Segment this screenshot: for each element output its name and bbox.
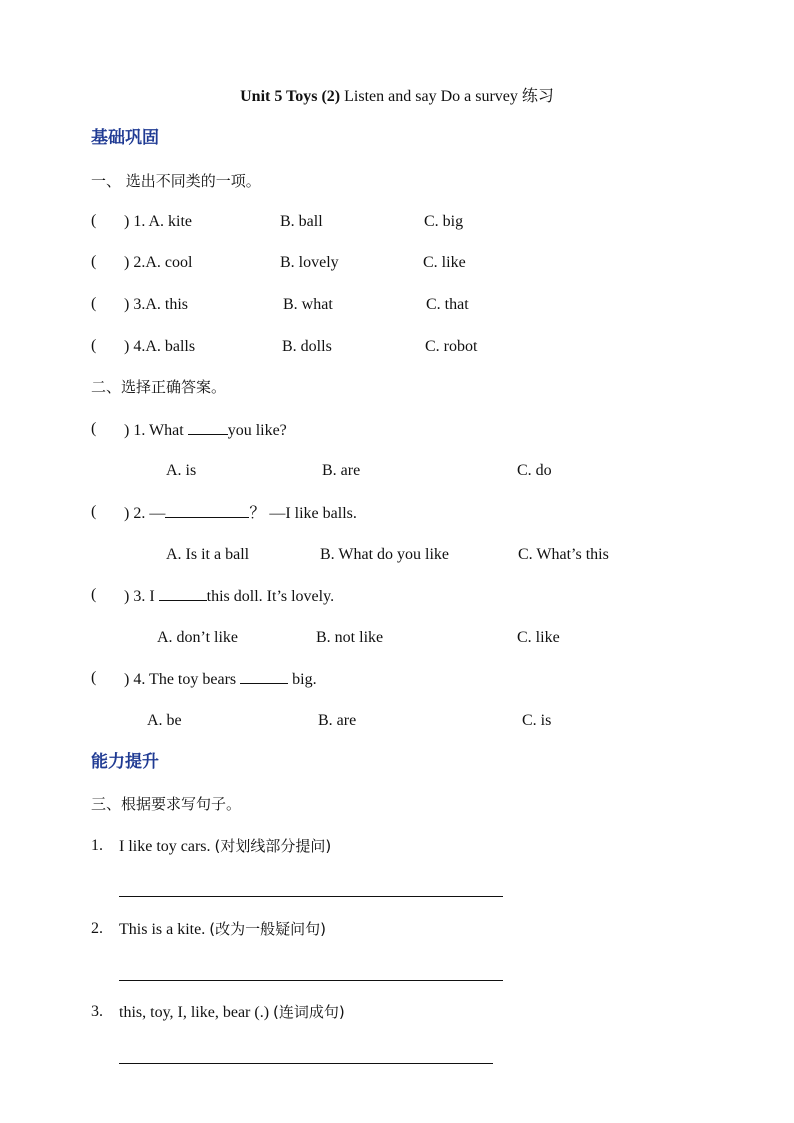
question-post: big. [288,671,317,688]
option-c: C. What’s this [518,546,609,563]
option-c: C. like [517,629,560,646]
sentence-text: I like toy cars. [119,838,215,855]
item-option-b: B. what [283,296,333,313]
title-unit: Unit 5 Toys (2) [240,88,341,105]
answer-paren[interactable]: ( [91,295,97,312]
answer-paren[interactable]: ( [91,337,97,354]
question-text [124,669,317,690]
page-title [0,87,794,107]
option-a: A. be [147,712,182,729]
part3-heading: 三、根据要求写句子。 [91,795,242,813]
answer-line[interactable] [119,896,503,897]
sentence-text: this, toy, I, like, bear (.) [119,1004,274,1021]
option-b: B. are [318,712,357,729]
option-a: A. is [166,462,197,479]
item-number: 2. [91,920,103,937]
section-advanced-heading: 能力提升 [91,752,159,772]
answer-paren[interactable]: ( [91,503,97,520]
option-c: C. is [522,712,552,729]
item-option-a: ) 4.A. balls [124,338,196,355]
answer-line[interactable] [119,1063,493,1064]
item-option-a: ) 2.A. cool [124,254,193,271]
item-option-c: C. that [426,296,469,313]
answer-paren[interactable]: ( [91,253,97,270]
title-rest: Listen and say Do a survey 练习 [340,88,554,105]
fill-blank[interactable] [240,669,288,684]
answer-paren[interactable]: ( [91,420,97,437]
question-post: you like? [227,422,287,439]
option-a: A. Is it a ball [166,546,250,563]
option-b: B. are [322,462,361,479]
part2-heading: 二、选择正确答案。 [91,378,227,396]
question-text [124,586,334,607]
answer-line[interactable] [119,980,503,981]
option-c: C. do [517,462,552,479]
option-b: B. not like [316,629,384,646]
question-post: this doll. It’s lovely. [206,588,335,605]
section-basic-heading: 基础巩固 [91,128,159,148]
question-pre: ) 2. — [124,505,166,522]
item-number: 3. [91,1003,103,1020]
item-sentence [119,836,331,857]
question-text [124,420,287,441]
answer-paren[interactable]: ( [91,669,97,686]
instruction-note: (连词成句) [273,1003,345,1021]
part1-heading: 一、 选出不同类的一项。 [91,172,261,190]
option-a: A. don’t like [157,629,239,646]
question-pre: ) 1. What [124,422,188,439]
item-option-b: B. dolls [282,338,332,355]
item-number: 1. [91,837,103,854]
item-option-c: C. like [423,254,466,271]
item-sentence [119,1002,345,1023]
instruction-note: (改为一般疑问句) [209,920,326,938]
item-option-c: C. big [424,213,464,230]
item-option-a: ) 1. A. kite [124,213,192,230]
item-option-b: B. lovely [280,254,339,271]
item-option-b: B. ball [280,213,323,230]
sentence-text: This is a kite. [119,921,210,938]
option-b: B. What do you like [320,546,450,563]
question-post: ？ —I like balls. [249,505,357,522]
fill-blank[interactable] [159,586,207,601]
instruction-note: (对划线部分提问) [214,837,332,855]
fill-blank[interactable] [188,420,228,435]
question-pre: ) 3. I [124,588,159,605]
question-text [124,503,357,524]
question-pre: ) 4. The toy bears [124,671,241,688]
fill-blank[interactable] [165,503,249,518]
item-option-c: C. robot [425,338,478,355]
answer-paren[interactable]: ( [91,212,97,229]
item-sentence [119,919,326,940]
item-option-a: ) 3.A. this [124,296,188,313]
answer-paren[interactable]: ( [91,586,97,603]
